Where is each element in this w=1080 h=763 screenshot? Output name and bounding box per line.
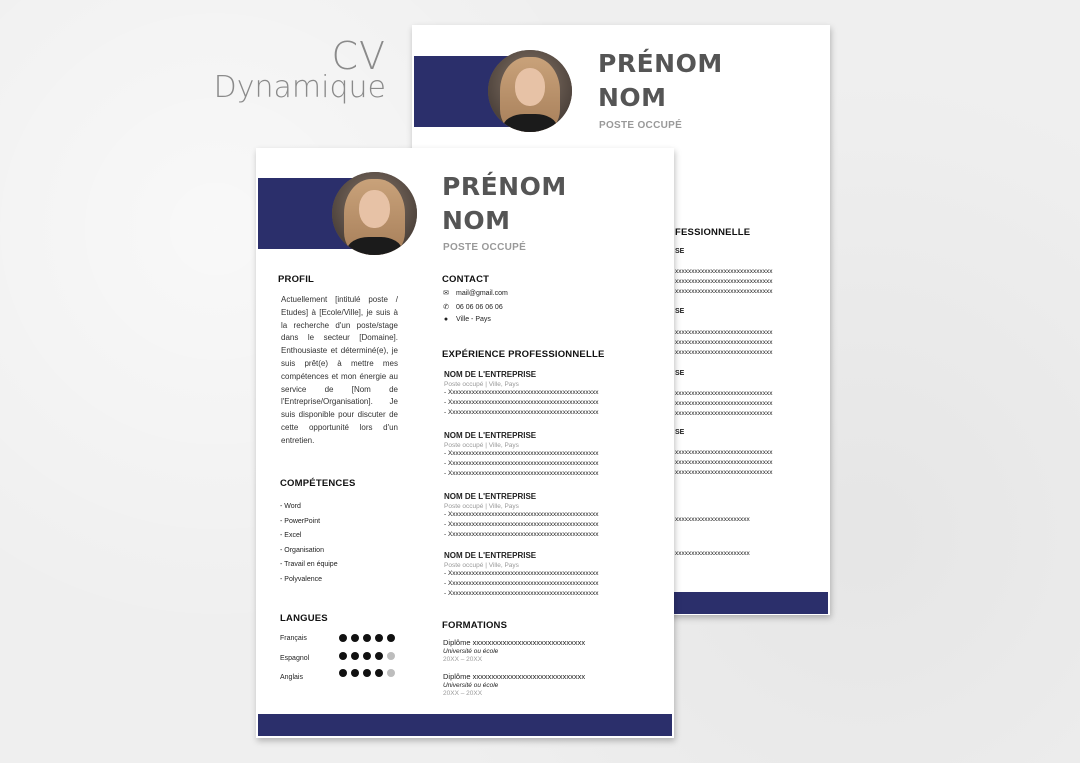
job-subtitle: Poste occupé | Ville, Pays: [444, 381, 519, 388]
company-name: NOM DE L'ENTREPRISE: [444, 551, 537, 560]
experience-line: - Xxxxxxxxxxxxxxxxxxxxxxxxxxxxxxxxxxxxxxxxxxxxxx: [444, 450, 599, 457]
city-text: Ville - Pays: [456, 316, 491, 323]
formation-item: [443, 672, 643, 697]
location-pin-icon: ●: [443, 316, 449, 323]
profile-photo: [488, 50, 572, 132]
brand-title-dynamique: Dynamique: [213, 70, 386, 105]
experience-line: - Xxxxxxxxxxxxxxxxxxxxxxxxxxxxxxxxxxxxxxxxxxxxxx: [444, 530, 599, 538]
language-level-dots: [339, 634, 395, 642]
experience-item: [444, 431, 634, 478]
phone-text: 06 06 06 06 06: [456, 303, 503, 311]
level-dot-filled: [351, 634, 359, 642]
level-dot-filled: [363, 669, 371, 677]
experience-line: - Xxxxxxxxxxxxxxxxxxxxxxxxxxxxxxxxxxxxxxxxxxxxxx: [444, 570, 599, 577]
level-dot-filled: [351, 652, 359, 660]
language-name: Français: [280, 635, 307, 642]
competence-item: - Travail en équipe: [280, 561, 338, 569]
formations-title: FORMATIONS: [442, 620, 508, 631]
x-line: xxxxxxxxxxxxxxxxxxxxxxxxxxxxxx: [675, 288, 773, 295]
sub-fragment: SE: [675, 370, 685, 377]
footer-band: [258, 714, 672, 736]
x-line: xxxxxxxxxxxxxxxxxxxxxxxxxxxxxx: [675, 459, 773, 466]
contact-title: CONTACT: [442, 274, 490, 285]
competence-item: - Organisation: [280, 546, 324, 554]
brand-title-cv: CV: [331, 34, 386, 78]
job-subtitle: Poste occupé | Ville, Pays: [444, 562, 519, 569]
langues-title: LANGUES: [280, 613, 328, 624]
x-line: xxxxxxxxxxxxxxxxxxxxxxxxxxxxxx: [675, 400, 773, 407]
x-line: xxxxxxxxxxxxxxxxxxxxxxxxxxxxxx: [675, 449, 773, 456]
x-line: xxxxxxxxxxxxxxxxxxxxxxxxxxxxxx: [675, 278, 773, 285]
envelope-icon: ✉: [443, 290, 449, 297]
x-line: xxxxxxxxxxxxxxxxxxxxxxxxxxxxxx: [675, 390, 773, 397]
job-title: POSTE OCCUPÉ: [443, 242, 527, 253]
profile-photo: [332, 172, 417, 255]
level-dot-empty: [387, 652, 395, 660]
experience-line: - Xxxxxxxxxxxxxxxxxxxxxxxxxxxxxxxxxxxxxxxxxxxxxx: [444, 398, 599, 406]
level-dot-filled: [339, 634, 347, 642]
sub-fragment: SE: [675, 308, 685, 315]
competence-item: - Polyvalence: [280, 575, 323, 583]
last-name: NOM: [598, 83, 667, 112]
job-subtitle: Poste occupé | Ville, Pays: [444, 503, 519, 510]
email-text: mail@gmail.com: [456, 289, 508, 297]
job-subtitle: Poste occupé | Ville, Pays: [444, 442, 519, 449]
experience-line: - Xxxxxxxxxxxxxxxxxxxxxxxxxxxxxxxxxxxxxxxxxxxxxx: [444, 520, 599, 528]
x-line: xxxxxxxxxxxxxxxxxxxxxxxxxxxxxx: [675, 410, 773, 417]
first-name: PRÉNOM: [442, 172, 567, 201]
sub-fragment: SE: [675, 429, 685, 436]
x-line: xxxxxxxxxxxxxxxxxxxxxxxxxxxxxx: [675, 349, 773, 356]
experience-item: [444, 370, 634, 417]
last-name: NOM: [442, 206, 511, 235]
experience-line: - Xxxxxxxxxxxxxxxxxxxxxxxxxxxxxxxxxxxxxxxxxxxxxx: [444, 389, 599, 396]
phone-icon: ✆: [443, 304, 449, 311]
level-dot-filled: [339, 652, 347, 660]
x-line: xxxxxxxxxxxxxxxxxxxxxxxxxxxxxx: [675, 268, 773, 275]
company-name: NOM DE L'ENTREPRISE: [444, 370, 537, 379]
sub-fragment: SE: [675, 248, 685, 255]
company-name: NOM DE L'ENTREPRISE: [444, 431, 537, 440]
x-line: xxxxxxxxxxxxxxxxxxxxxxxxxxxxxx: [675, 329, 773, 336]
job-title: POSTE OCCUPÉ: [599, 120, 683, 131]
cv-front-sheet: [256, 148, 674, 738]
language-level-dots: [339, 669, 395, 677]
experience-line: - Xxxxxxxxxxxxxxxxxxxxxxxxxxxxxxxxxxxxxxxxxxxxxx: [444, 589, 599, 597]
level-dot-filled: [339, 669, 347, 677]
experience-item: [444, 492, 634, 539]
level-dot-filled: [375, 652, 383, 660]
level-dot-filled: [387, 634, 395, 642]
contact-city: [442, 316, 491, 323]
diploma: Diplôme xxxxxxxxxxxxxxxxxxxxxxxxxxxxxx: [443, 638, 586, 647]
profil-text: Actuellement [intitulé poste / Etudes] à [Ecole/Ville], je suis à la recherche d'un poste/stage dans le secteur [Domaine]. Enthousiaste et déterminé(e), je suis prêt(e) à mettre mes compétences et mon énergie au service de [Nom de l'Entreprise/Organisation]. Je suis disponible pour discuter de cette opportunité lors d'un entretien.: [281, 295, 398, 445]
experience-line: - Xxxxxxxxxxxxxxxxxxxxxxxxxxxxxxxxxxxxxxxxxxxxxx: [444, 469, 599, 477]
experience-item: [444, 551, 634, 598]
competences-list: [280, 500, 338, 588]
x-line: xxxxxxxxxxxxxxxxxxxxxxxxxxxxxx: [675, 339, 773, 346]
level-dot-filled: [375, 634, 383, 642]
school: Université ou école: [443, 648, 499, 655]
years: 20XX – 20XX: [443, 690, 483, 697]
level-dot-filled: [375, 669, 383, 677]
level-dot-filled: [363, 634, 371, 642]
experience-title-fragment: FESSIONNELLE: [675, 227, 751, 238]
competences-title: COMPÉTENCES: [280, 478, 356, 489]
language-level-dots: [339, 652, 395, 660]
formation-item: [443, 638, 643, 663]
contact-phone: [442, 303, 503, 311]
experience-line: - Xxxxxxxxxxxxxxxxxxxxxxxxxxxxxxxxxxxxxxxxxxxxxx: [444, 408, 599, 416]
experience-line: - Xxxxxxxxxxxxxxxxxxxxxxxxxxxxxxxxxxxxxxxxxxxxxx: [444, 579, 599, 587]
diploma: Diplôme xxxxxxxxxxxxxxxxxxxxxxxxxxxxxx: [443, 672, 586, 681]
competence-item: - PowerPoint: [280, 517, 321, 525]
experience-line: - Xxxxxxxxxxxxxxxxxxxxxxxxxxxxxxxxxxxxxxxxxxxxxx: [444, 459, 599, 467]
level-dot-filled: [363, 652, 371, 660]
x-line-short: xxxxxxxxxxxxxxxxxxxxxxx: [675, 550, 750, 557]
language-name: Espagnol: [280, 655, 310, 662]
experience-title: EXPÉRIENCE PROFESSIONNELLE: [442, 349, 605, 360]
school: Université ou école: [443, 682, 499, 689]
experience-line: - Xxxxxxxxxxxxxxxxxxxxxxxxxxxxxxxxxxxxxxxxxxxxxx: [444, 511, 599, 518]
contact-email: [442, 289, 508, 297]
level-dot-empty: [387, 669, 395, 677]
level-dot-filled: [351, 669, 359, 677]
language-name: Anglais: [280, 674, 303, 681]
company-name: NOM DE L'ENTREPRISE: [444, 492, 537, 501]
x-line: xxxxxxxxxxxxxxxxxxxxxxxxxxxxxx: [675, 469, 773, 476]
x-line-short: xxxxxxxxxxxxxxxxxxxxxxx: [675, 516, 750, 523]
years: 20XX – 20XX: [443, 656, 483, 663]
first-name: PRÉNOM: [598, 49, 723, 78]
competence-item: - Excel: [280, 532, 302, 540]
profil-title: PROFIL: [278, 274, 315, 285]
competence-item: - Word: [280, 503, 301, 510]
